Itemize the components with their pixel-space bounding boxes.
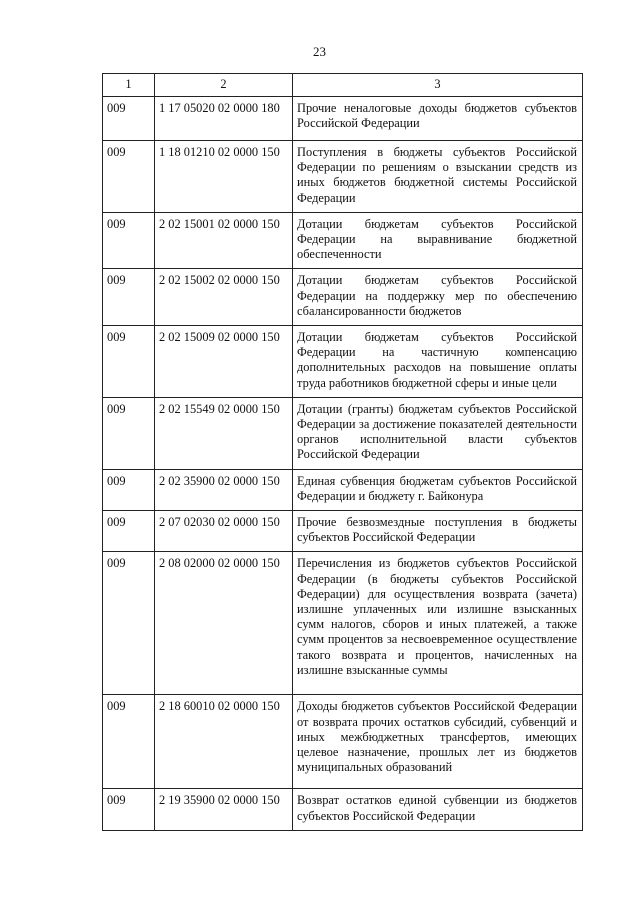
budget-code-cell: 2 18 60010 02 0000 150 xyxy=(155,695,293,789)
description-cell: Перечисления из бюджетов субъектов Российской Федерации (в бюджеты субъектов Российской Федерации) для осуществления возврата (зачета) излишне уплаченных или излишне взысканных сумм налогов, сборов и иных платежей, а также сумм процентов за несвоевременное осуществление такого возврата и процентов, начисленных на излишне взысканные суммы xyxy=(293,552,583,695)
column-header-1: 1 xyxy=(103,74,155,97)
budget-code-cell: 1 18 01210 02 0000 150 xyxy=(155,141,293,213)
description-cell: Дотации (гранты) бюджетам субъектов Российской Федерации за достижение показателей деятельности органов исполнительной власти субъектов Российской Федерации xyxy=(293,397,583,469)
admin-code-cell: 009 xyxy=(103,212,155,269)
description-cell: Поступления в бюджеты субъектов Российской Федерации по решениям о взыскании средств из иных бюджетов бюджетной системы Российской Федерации xyxy=(293,141,583,213)
table-row xyxy=(103,511,583,552)
table-row xyxy=(103,97,583,141)
page-number: 23 xyxy=(313,44,326,59)
admin-code-cell: 009 xyxy=(103,141,155,213)
admin-code-cell: 009 xyxy=(103,97,155,141)
table-row xyxy=(103,141,583,213)
admin-code-cell: 009 xyxy=(103,789,155,831)
description-cell: Дотации бюджетам субъектов Российской Федерации на поддержку мер по обеспечению сбалансированности бюджетов xyxy=(293,269,583,326)
description-cell: Прочие неналоговые доходы бюджетов субъектов Российской Федерации xyxy=(293,97,583,141)
description-cell: Дотации бюджетам субъектов Российской Федерации на выравнивание бюджетной обеспеченности xyxy=(293,212,583,269)
admin-code-cell: 009 xyxy=(103,326,155,398)
table-row xyxy=(103,269,583,326)
admin-code-cell: 009 xyxy=(103,552,155,695)
description-cell: Единая субвенция бюджетам субъектов Российской Федерации и бюджету г. Байконура xyxy=(293,469,583,510)
description-cell: Дотации бюджетам субъектов Российской Федерации на частичную компенсацию дополнительных расходов на повышение оплаты труда работников бюджетной сферы и иные цели xyxy=(293,326,583,398)
budget-code-cell: 2 02 15002 02 0000 150 xyxy=(155,269,293,326)
admin-code-cell: 009 xyxy=(103,511,155,552)
budget-code-cell: 2 02 35900 02 0000 150 xyxy=(155,469,293,510)
budget-code-cell: 1 17 05020 02 0000 180 xyxy=(155,97,293,141)
table-header-row xyxy=(103,74,583,97)
admin-code-cell: 009 xyxy=(103,269,155,326)
table-row xyxy=(103,552,583,695)
budget-code-cell: 2 02 15009 02 0000 150 xyxy=(155,326,293,398)
table-row xyxy=(103,212,583,269)
description-cell: Возврат остатков единой субвенции из бюджетов субъектов Российской Федерации xyxy=(293,789,583,831)
admin-code-cell: 009 xyxy=(103,695,155,789)
budget-code-cell: 2 07 02030 02 0000 150 xyxy=(155,511,293,552)
budget-code-cell: 2 02 15549 02 0000 150 xyxy=(155,397,293,469)
description-cell: Доходы бюджетов субъектов Российской Федерации от возврата прочих остатков субсидий, субвенций и иных межбюджетных трансфертов, имеющих целевое назначение, прошлых лет из бюджетов муниципальных образований xyxy=(293,695,583,789)
table-row xyxy=(103,695,583,789)
budget-codes-table xyxy=(102,73,583,831)
table-row xyxy=(103,789,583,831)
admin-code-cell: 009 xyxy=(103,397,155,469)
table-row xyxy=(103,397,583,469)
description-cell: Прочие безвозмездные поступления в бюджеты субъектов Российской Федерации xyxy=(293,511,583,552)
budget-code-cell: 2 19 35900 02 0000 150 xyxy=(155,789,293,831)
budget-code-cell: 2 08 02000 02 0000 150 xyxy=(155,552,293,695)
budget-code-cell: 2 02 15001 02 0000 150 xyxy=(155,212,293,269)
admin-code-cell: 009 xyxy=(103,469,155,510)
table-row xyxy=(103,326,583,398)
column-header-3: 3 xyxy=(293,74,583,97)
column-header-2: 2 xyxy=(155,74,293,97)
table-row xyxy=(103,469,583,510)
